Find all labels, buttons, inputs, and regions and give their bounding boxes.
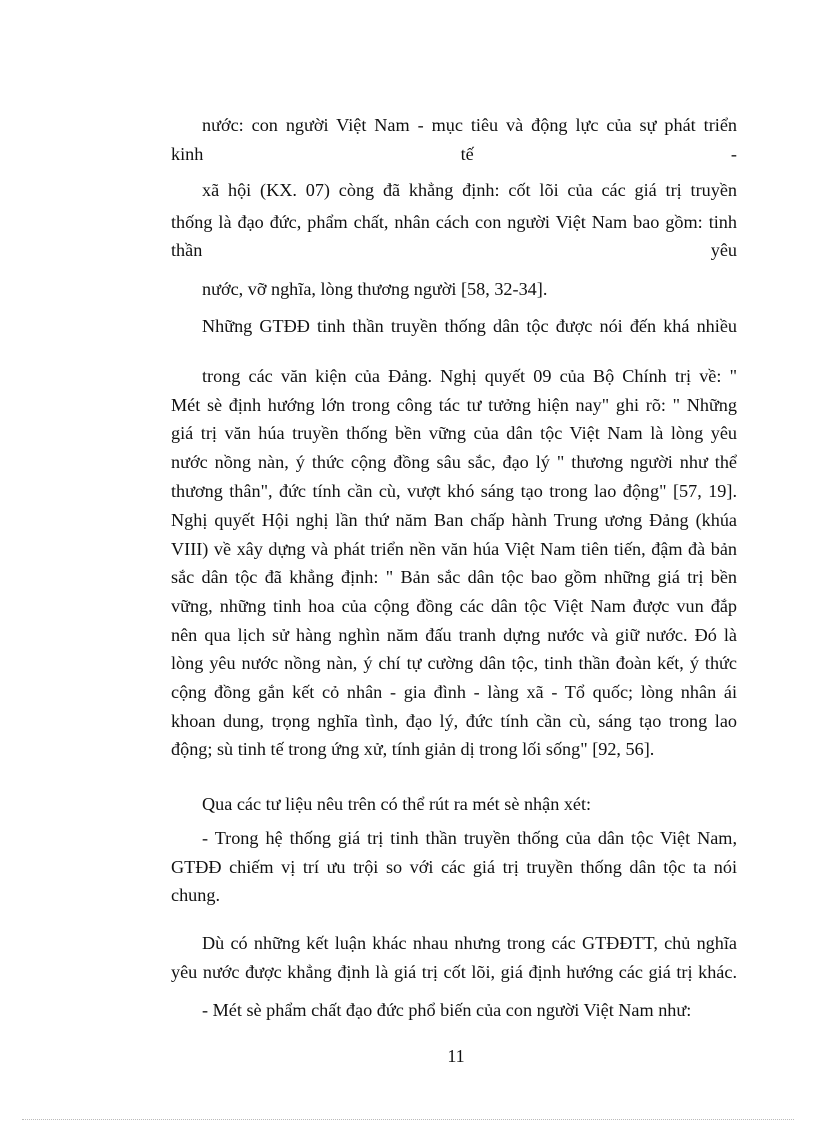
page-boundary-divider — [22, 1119, 794, 1120]
text-line: trong các văn kiện của Đảng. Nghị quyết 09 của Bộ Chính trị về: " — [202, 366, 737, 386]
text-line: cộng đồng gắn kết cỏ nhân - gia đình - làng xã - Tổ quốc; lòng nhân ái — [171, 682, 737, 702]
text-line: thần yêu — [171, 240, 737, 260]
text-line: kinh tế - — [171, 144, 737, 164]
text-line: chung. — [171, 885, 220, 905]
text-line: - Mét sè phẩm chất đạo đức phổ biến của con người Việt Nam như: — [202, 1000, 692, 1020]
text-line: Những GTĐĐ tinh thần truyền thống dân tộc được nói đến khá nhiều — [202, 316, 737, 336]
text-line: nên qua lịch sử hàng nghìn năm đấu tranh dựng nước và giữ nước. Đó là — [171, 625, 737, 645]
text-line: Qua các tư liệu nêu trên có thể rút ra mét sè nhận xét: — [202, 794, 592, 814]
text-line: - Trong hệ thống giá trị tinh thần truyền thống của dân tộc Việt Nam, — [202, 828, 737, 848]
text-line: Nghị quyết Hội nghị lần thứ năm Ban chấp hành Trung ương Đảng (khúa — [171, 510, 737, 530]
text-line: thống là đạo đức, phẩm chất, nhân cách con người Việt Nam bao gồm: tinh — [171, 212, 737, 232]
page-number: 11 — [447, 1046, 465, 1066]
text-line: GTĐĐ chiếm vị trí ưu trội so với các giá trị truyền thống dân tộc ta nói — [171, 857, 737, 877]
text-line: nước, vỡ nghĩa, lòng thương người [58, 32-34]. — [202, 279, 548, 299]
text-line: VIII) về xây dựng và phát triển nền văn húa Việt Nam tiên tiến, đậm đà bản — [171, 539, 737, 559]
text-line: Dù có những kết luận khác nhau nhưng trong các GTĐĐTT, chủ nghĩa — [202, 933, 737, 953]
text-line: sắc dân tộc đã khẳng định: " Bản sắc dân tộc bao gồm những giá trị bền — [171, 567, 737, 587]
text-line: động; sù tinh tế trong ứng xử, tính giản dị trong lối sống" [92, 56]. — [171, 739, 655, 759]
text-line: vững, những tinh hoa của cộng đồng các dân tộc Việt Nam được vun đắp — [171, 596, 737, 616]
text-line: xã hội (KX. 07) còng đã khẳng định: cốt lõi của các giá trị truyền — [202, 180, 737, 200]
text-line: lòng yêu nước nồng nàn, ý chí tự cường dân tộc, tinh thần đoàn kết, ý thức — [171, 653, 737, 673]
text-line: thương thân", đức tính cần cù, vượt khó sáng tạo trong lao động" [57, 19]. — [171, 481, 737, 501]
text-line: Mét sè định hướng lớn trong công tác tư tưởng hiện nay" ghi rõ: " Những — [171, 395, 737, 415]
text-line: giá trị văn húa truyền thống bền vững của dân tộc Việt Nam là lòng yêu — [171, 423, 737, 443]
text-line: nước: con người Việt Nam - mục tiêu và động lực của sự phát triển — [202, 115, 737, 135]
text-line: khoan dung, trọng nghĩa tình, đạo lý, đức tính cần cù, sáng tạo trong lao — [171, 711, 737, 731]
text-line: yêu nước được khẳng định là giá trị cốt lõi, giá định hướng các giá trị khác. — [171, 962, 737, 982]
text-line: nước nồng nàn, ý thức cộng đồng sâu sắc, đạo lý " thương người như thể — [171, 452, 737, 472]
